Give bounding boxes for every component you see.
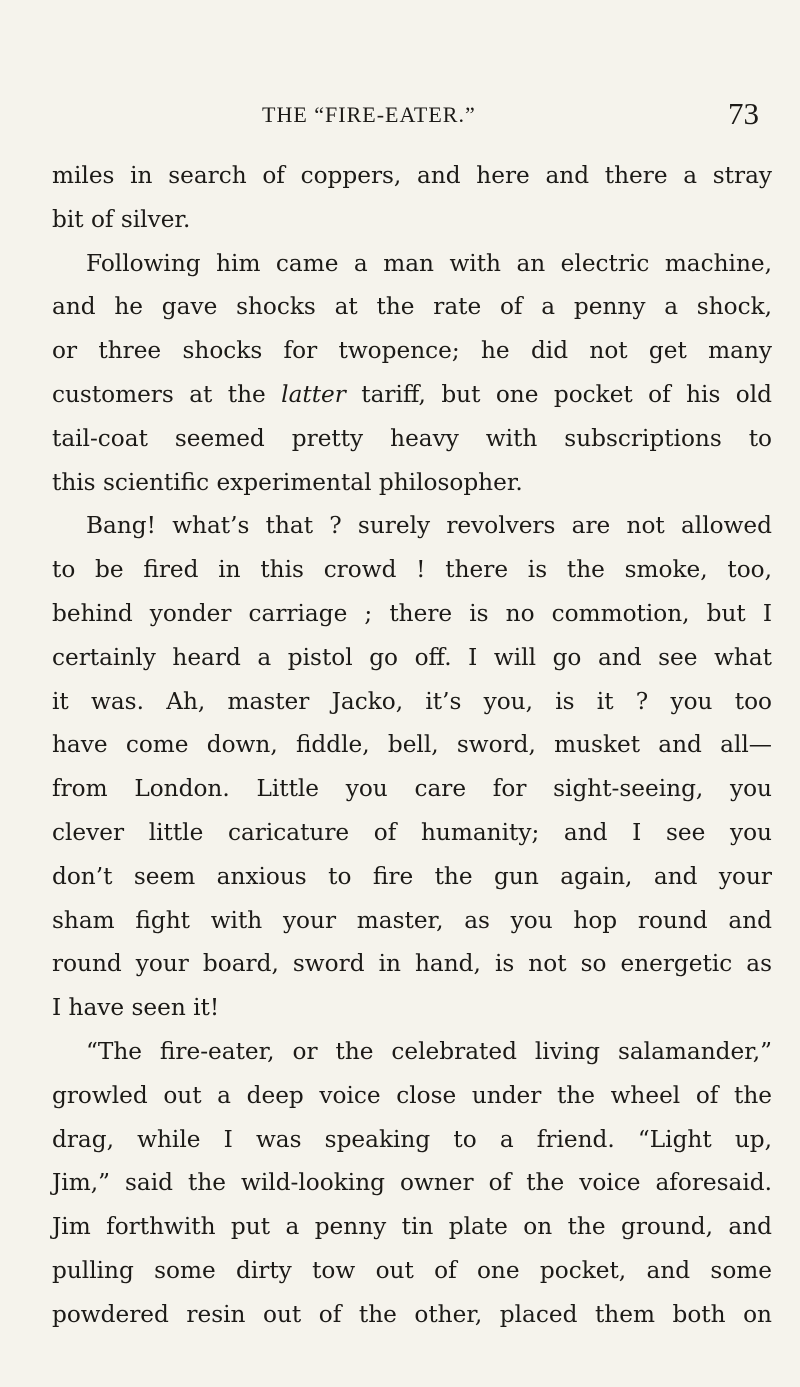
text-line: it was. Ah, master Jacko, it’s you, is it ? you too <box>52 687 772 715</box>
text-line: have come down, fiddle, bell, sword, musket and all— <box>52 731 772 759</box>
text-line-part: customers at the <box>52 380 282 408</box>
running-title: THE “FIRE-EATER.” <box>262 102 476 127</box>
text-line: to be fired in this crowd ! there is the smoke, too, <box>52 556 772 584</box>
text-line: Jim,” said the wild-looking owner of the voice aforesaid. <box>52 1169 772 1197</box>
text-line: powdered resin out of the other, placed them both on <box>52 1300 772 1328</box>
text-line: from London. Little you care for sight-seeing, you <box>52 775 772 803</box>
text-line: sham fight with your master, as you hop round and <box>52 906 772 934</box>
text-line: I have seen it! <box>52 994 220 1022</box>
text-line: pulling some dirty tow out of one pocket, and some <box>52 1256 772 1284</box>
text-line: behind yonder carriage ; there is no commotion, but I <box>52 599 772 627</box>
text-line: Jim forthwith put a penny tin plate on the ground, and <box>52 1213 772 1241</box>
text-line <box>52 373 772 417</box>
text-line: and he gave shocks at the rate of a penny a shock, <box>52 293 772 321</box>
page-number: 73 <box>728 96 759 131</box>
text-line: this scientific experimental philosopher. <box>52 468 523 496</box>
text-line: Following him came a man with an electric machine, <box>86 249 772 277</box>
text-line: certainly heard a pistol go off. I will go and see what <box>52 643 772 671</box>
text-line: tail-coat seemed pretty heavy with subscriptions to <box>52 424 772 452</box>
text-line: Bang! what’s that ? surely revolvers are not allowed <box>86 512 772 540</box>
emphasis: latter <box>281 380 346 408</box>
text-line: bit of silver. <box>52 205 191 233</box>
text-line: “The fire-eater, or the celebrated living salamander,” <box>86 1037 772 1065</box>
text-line: don’t seem anxious to fire the gun again, and your <box>52 862 772 890</box>
text-line: drag, while I was speaking to a friend. “Light up, <box>52 1125 772 1153</box>
text-line: or three shocks for twopence; he did not get many <box>52 337 772 365</box>
body-text <box>52 154 772 1337</box>
running-head <box>0 96 800 136</box>
text-line: growled out a deep voice close under the wheel of the <box>52 1081 772 1109</box>
text-line: round your board, sword in hand, is not so energetic as <box>52 950 772 978</box>
text-line-part: tariff, but one pocket of his old <box>345 380 772 408</box>
text-line: clever little caricature of humanity; and I see you <box>52 818 772 846</box>
text-line: miles in search of coppers, and here and there a stray <box>52 162 772 189</box>
